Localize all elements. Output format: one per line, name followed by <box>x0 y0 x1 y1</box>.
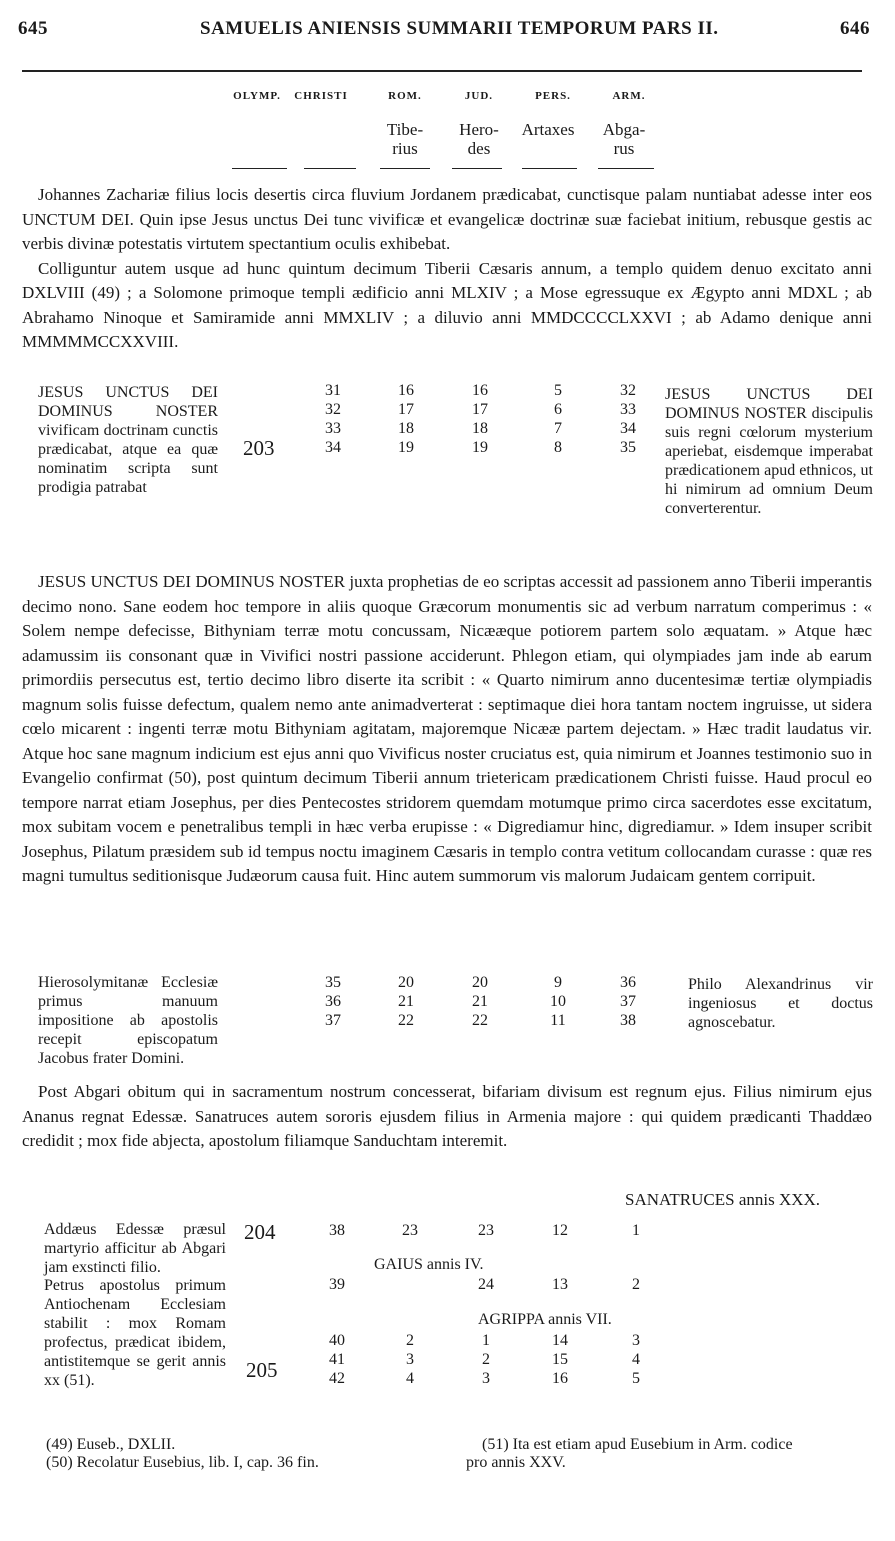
table-cell: 38 <box>329 1222 345 1239</box>
table-cell: 4 <box>406 1370 414 1387</box>
footnote-51: (51) Ita est etiam apud Eusebium in Arm. codice <box>482 1436 793 1453</box>
col-head-olymp: OLYMP. <box>233 90 281 102</box>
marginal-note-philo: Philo Alexandrinus vir ingeniosus et doctus agnoscebatur. <box>688 976 873 1031</box>
table-cell: 33 <box>325 420 341 437</box>
king-heading-agrippa: AGRIPPA annis VII. <box>478 1311 612 1328</box>
table-cell: 18 <box>472 420 488 437</box>
col-head-rom: ROM. <box>388 90 422 102</box>
table-cell: 14 <box>552 1332 568 1349</box>
table-cell: 2 <box>406 1332 414 1349</box>
table-cell: 1 <box>632 1222 640 1239</box>
table-cell: 5 <box>632 1370 640 1387</box>
table-cell: 34 <box>620 420 636 437</box>
table-cell: 4 <box>632 1351 640 1368</box>
table-cell: 22 <box>398 1012 414 1029</box>
table-cell: 1 <box>482 1332 490 1349</box>
column-divider <box>380 168 430 169</box>
footnote-49: (49) Euseb., DXLII. <box>46 1436 176 1453</box>
table-cell: 40 <box>329 1332 345 1349</box>
table-cell: 16 <box>398 382 414 399</box>
table-cell: 2 <box>632 1276 640 1293</box>
table-cell: 3 <box>632 1332 640 1349</box>
col-head-pers: PERS. <box>535 90 571 102</box>
column-divider <box>522 168 577 169</box>
column-divider <box>598 168 654 169</box>
table-cell: 33 <box>620 401 636 418</box>
table-cell: 34 <box>325 439 341 456</box>
olympiad-203: 203 <box>243 436 275 460</box>
table-cell: 16 <box>552 1370 568 1387</box>
marginal-note-jesus-right: JESUS UNCTUS DEI DOMINUS NOSTER discipulis suis regni cœlorum mysterium aperiebat, eisdemque imperabat prædicationem apud ethnicos, ut hi nimirum ad omnium Deum converterentur. <box>665 386 873 517</box>
table-cell: 8 <box>554 439 562 456</box>
table-cell: 6 <box>554 401 562 418</box>
king-heading-gaius: GAIUS annis IV. <box>374 1256 484 1273</box>
table-cell: 11 <box>550 1012 566 1029</box>
col-head-arm: ARM. <box>612 90 646 102</box>
table-cell: 3 <box>406 1351 414 1368</box>
king-rom: Tibe- rius <box>386 120 424 158</box>
table-cell: 10 <box>550 993 566 1010</box>
table-cell: 12 <box>552 1222 568 1239</box>
table-cell: 19 <box>472 439 488 456</box>
paragraph-abgarus: Post Abgari obitum qui in sacramentum nostrum concesserat, bifariam divisum est regnum ejus. Filius nimirum ejus Ananus regnat Edessæ. Sanatruces autem sororis ejusdem filius in Armenia majore : qui quidem prædicanti Thaddæo credidit ; mox fide abjecta, apostolum filiamque Sanduchtam interemit. <box>22 1082 872 1150</box>
paragraph-passion: JESUS UNCTUS DEI DOMINUS NOSTER juxta prophetias de eo scriptas accessit ad passionem anno Tiberii imperantis decimo nono. Sane eodem hoc tempore in aliis quoque Græcorum monumentis sic ad verbum narratum comperimus : « Solem nempe defecisse, Bithyniam terræ motu concussam, Nicææque potiorem partem solo æquatam. » Atque hæc adamussim iis consonant quæ in Vivifici nostri passione acciderunt. Phlegon etiam, qui olympiades jam inde ab earum primordiis persecutus est, tertio decimo libro diserte ita scribit : « Quarto nimirum anno ducentesimæ tertiæ olympiadis magnum solis fuisse defectum, qualem nemo ante animadverterat : septimaque diei hora tantam noctem ingruisse, ut sidera cœlo micarent : ingenti terræ motu Bithyniam agitatam, majoremque Nicææ partem dejectam. » Hæc tradit laudatus vir. Atque hoc sane magnum indicium est ejus anni quo Vivificus noster cruciatus est, quia nimirum et Joannes testimonio suo in Evangelio confirmat (50), post quintum decimum Tiberii annum trietericam prædicationem Christi fuisse. Haud procul eo tempore narrat etiam Josephus, per dies Pentecostes stridorem quemdam motumque primo circa sacerdotes esse excitatum, mox subitam vocem e penetralibus templi in hæc verba erupisse : « Digrediamur hinc, digrediamur. » Idem insuper scribit Josephus, Pilatum præsidem sub id tempus noctu imaginem Cæsaris in templo contra vetitum collocandam curasse : quæ res magni tumultus seditionisque Judæorum causa fuit. Hinc autem summorum vis malorum Judaicam gentem corripuit. <box>22 572 872 885</box>
olympiad-204: 204 <box>244 1220 276 1244</box>
page-number-left: 645 <box>18 18 48 39</box>
table-cell: 36 <box>325 993 341 1010</box>
king-arm: Abga- rus <box>602 120 646 158</box>
table-cell: 2 <box>482 1351 490 1368</box>
table-cell: 23 <box>478 1222 494 1239</box>
marginal-note-addaeus: Addæus Edessæ præsul martyrio afficitur ab Abgari jam exstincti filio. <box>44 1221 226 1276</box>
table-cell: 17 <box>472 401 488 418</box>
table-cell: 20 <box>472 974 488 991</box>
table-cell: 31 <box>325 382 341 399</box>
footnote-50: (50) Recolatur Eusebius, lib. I, cap. 36 fin. <box>46 1454 319 1471</box>
table-cell: 17 <box>398 401 414 418</box>
running-title: SAMUELIS ANIENSIS SUMMARII TEMPORUM PARS II. <box>200 18 719 39</box>
marginal-note-jesus-left: JESUS UNCTUS DEI DOMINUS NOSTER vivificam doctrinam cunctis prædicabat, atque ea quæ nominatim scripta sunt prodigia patrabat <box>38 384 218 496</box>
marginal-note-petrus: Petrus apostolus primum Antiochenam Ecclesiam stabilit : mox Romam profectus, prædicat ibidem, antistitemque se gerit annis xx (51). <box>44 1277 226 1389</box>
table-cell: 41 <box>329 1351 345 1368</box>
table-cell: 36 <box>620 974 636 991</box>
olympiad-205: 205 <box>246 1358 278 1382</box>
page-number-right: 646 <box>840 18 870 39</box>
table-cell: 24 <box>478 1276 494 1293</box>
table-cell: 3 <box>482 1370 490 1387</box>
paragraph-johannes: Johannes Zachariæ filius locis desertis circa fluvium Jordanem prædicabat, cunctisque palam nuntiabat adesse inter eos UNCTUM DEI. Quin ipse Jesus unctus Dei tunc vivificæ et evangelicæ doctrinæ suæ faciebat initium, rebusque gestis ac verbis divinæ potestatis virtutem spectantium oculis exhibebat. Colliguntur autem usque ad hunc quintum decimum Tiberii Cæsaris annum, a templo quidem denuo excitato anni DXLVIII (49) ; a Solomone primoque templi ædificio anni MLXIV ; a Mose egressuque ex Ægypto anni MDXL ; ab Abrahamo Ninoque et Samiramide anni MMXLIV ; a diluvio anni MMDCCCCLXXVI ; ab Adamo denique anni MMMMMCCXXVIII. <box>22 185 872 351</box>
table-cell: 32 <box>620 382 636 399</box>
table-cell: 20 <box>398 974 414 991</box>
table-cell: 35 <box>620 439 636 456</box>
column-divider <box>452 168 502 169</box>
table-cell: 21 <box>398 993 414 1010</box>
table-cell: 22 <box>472 1012 488 1029</box>
header-rule <box>22 70 862 72</box>
column-divider <box>304 168 356 169</box>
table-cell: 7 <box>554 420 562 437</box>
column-divider <box>232 168 287 169</box>
table-cell: 9 <box>554 974 562 991</box>
table-cell: 21 <box>472 993 488 1010</box>
king-heading-sanatruces: SANATRUCES annis XXX. <box>625 1190 821 1209</box>
table-cell: 32 <box>325 401 341 418</box>
table-cell: 5 <box>554 382 562 399</box>
table-cell: 35 <box>325 974 341 991</box>
table-cell: 37 <box>325 1012 341 1029</box>
col-head-jud: JUD. <box>464 90 494 102</box>
table-cell: 37 <box>620 993 636 1010</box>
table-cell: 13 <box>552 1276 568 1293</box>
table-cell: 42 <box>329 1370 345 1387</box>
table-cell: 23 <box>402 1222 418 1239</box>
table-cell: 16 <box>472 382 488 399</box>
table-cell: 39 <box>329 1276 345 1293</box>
marginal-note-jacobus: Hierosolymitanæ Ecclesiæ primus manuum impositione ab apostolis recepit episcopatum Jacobus frater Domini. <box>38 974 218 1067</box>
king-pers: Artaxes <box>521 120 575 139</box>
table-cell: 38 <box>620 1012 636 1029</box>
table-cell: 19 <box>398 439 414 456</box>
footnote-51-continued: pro annis XXV. <box>466 1454 566 1471</box>
king-jud: Hero- des <box>459 120 499 158</box>
col-head-christi: CHRISTI <box>294 90 348 102</box>
table-cell: 18 <box>398 420 414 437</box>
table-cell: 15 <box>552 1351 568 1368</box>
